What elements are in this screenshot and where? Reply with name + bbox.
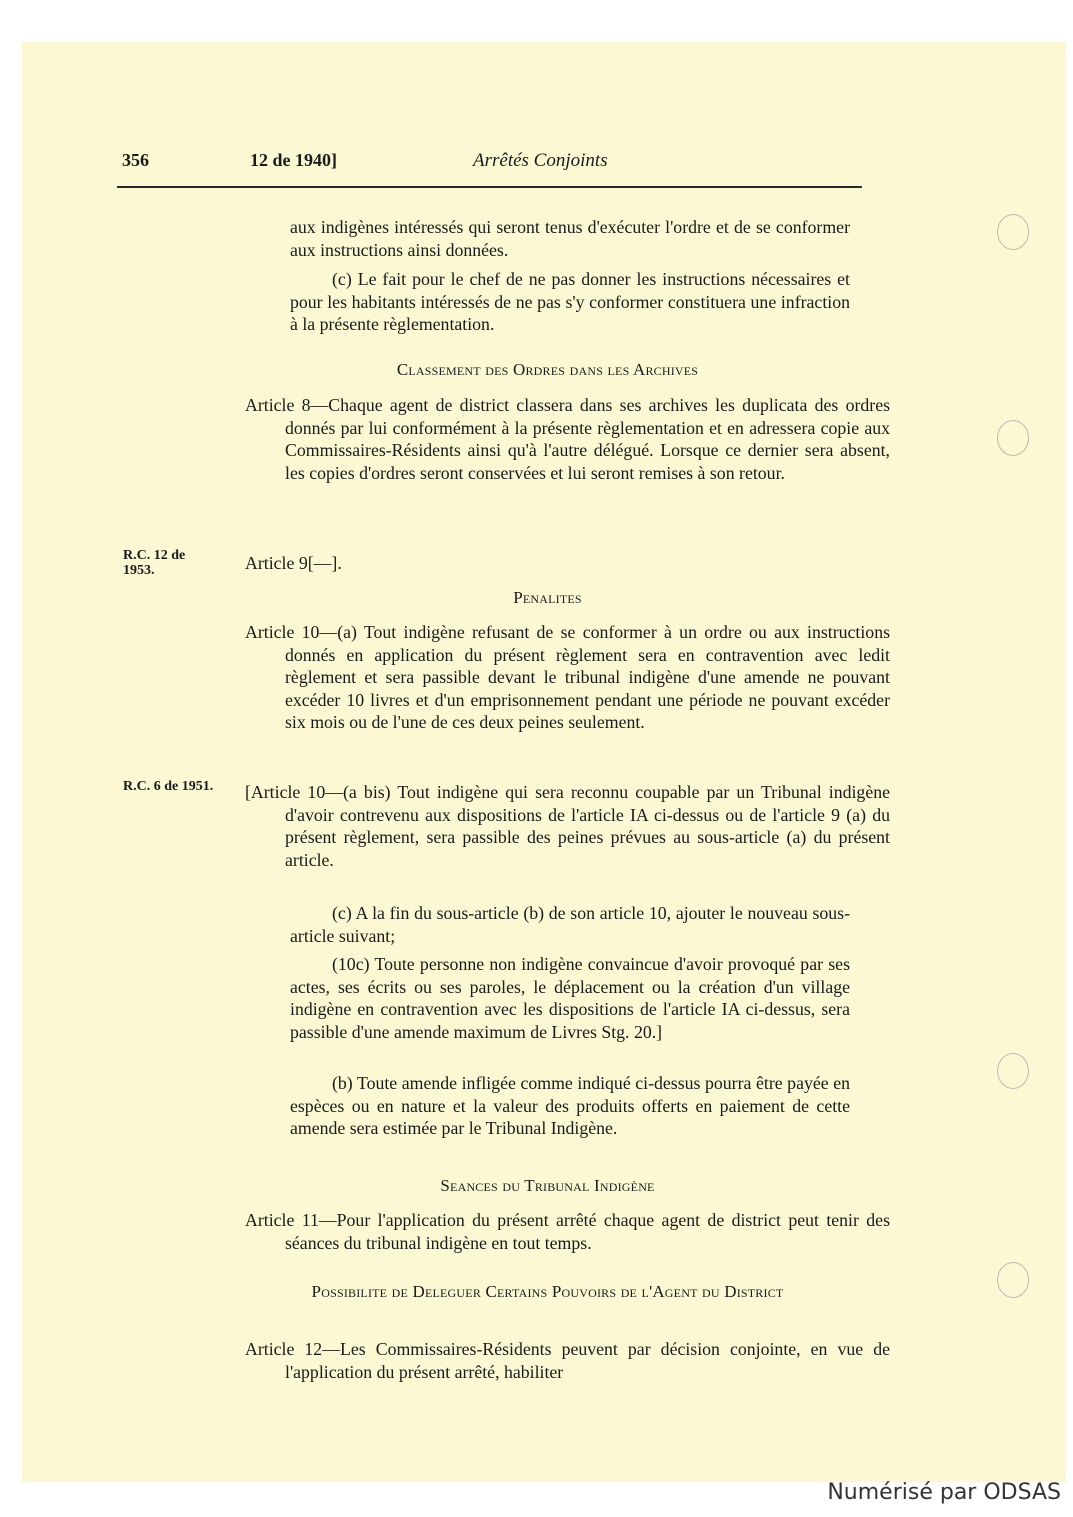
article-10: Article 10—(a) Tout indigène refusant de se conformer à un ordre ou aux instructions donnés en application du présent règlement sera en contravention avec ledit règlement et sera passible devant le tribunal indigène d'une amende ne pouvant excéder 10 livres et d'un emprisonnement pendant une période ne pouvant excéder six mois ou de l'une de ces deux peines seulement. [245,622,890,733]
margin-note: R.C. 12 de 1953. [123,548,186,578]
article-12: Article 12—Les Commissaires-Résidents peuvent par décision conjointe, en vue de l'application du présent arrêté, habiliter [245,1339,890,1382]
punch-hole [997,1262,1029,1298]
paragraph: aux indigènes intéressés qui seront tenus d'exécuter l'ordre et de se conformer aux instructions ainsi données. [290,217,850,260]
punch-hole [997,420,1029,456]
section-heading: Penalites [513,588,582,607]
article-9: Article 9[—]. [245,553,342,573]
paragraph: (c) Le fait pour le chef de ne pas donner les instructions nécessaires et pour les habitants intéressés de ne pas s'y conformer constituera une infraction à la présente règlementation. [290,269,850,335]
section-heading: Seances du Tribunal Indigène [440,1176,655,1195]
page-title: Arrêtés Conjoints [473,150,608,171]
margin-note: R.C. 6 de 1951. [123,779,214,794]
header-reference: 12 de 1940] [250,150,337,170]
digitization-credit: Numérisé par ODSAS [827,1480,1061,1505]
header-rule [117,186,862,188]
punch-hole [997,214,1029,250]
punch-hole [997,1053,1029,1089]
section-heading: Classement des Ordres dans les Archives [396,360,699,379]
page-number: 356 [122,150,149,170]
article-8: Article 8—Chaque agent de district classera dans ses archives les duplicata des ordres donnés par lui conformément à la présente règlementation et en adressera copie aux Commissaires-Résidents ainsi qu'à l'autre délégué. Lorsque ce dernier sera absent, les copies d'ordres seront conservées et lui seront remises à son retour. [245,395,890,483]
paragraph: (b) Toute amende infligée comme indiqué ci-dessus pourra être payée en espèces ou en nature et la valeur des produits offerts en paiement de cette amende sera estimée par le Tribunal Indigène. [290,1073,850,1139]
paragraph: (c) A la fin du sous-article (b) de son article 10, ajouter le nouveau sous-article suivant; [290,903,850,946]
article-11: Article 11—Pour l'application du présent arrêté chaque agent de district peut tenir des séances du tribunal indigène en tout temps. [245,1210,890,1253]
paragraph: (10c) Toute personne non indigène convaincue d'avoir provoqué par ses actes, ses écrits ou ses paroles, le déplacement ou la création d'un village indigène en contravention avec les dispositions de l'article IA ci-dessus, sera passible d'une amende maximum de Livres Stg. 20.] [290,954,850,1042]
section-heading: Possibilite de Deleguer Certains Pouvoirs de l'Agent du District [311,1282,784,1301]
article-10-bis: [Article 10—(a bis) Tout indigène qui sera reconnu coupable par un Tribunal indigène d'avoir contrevenu aux dispositions de l'article IA ci-dessus ou de l'article 9 (a) du présent règlement, sera passible des peines prévues au sous-article (a) du présent article. [245,782,890,870]
